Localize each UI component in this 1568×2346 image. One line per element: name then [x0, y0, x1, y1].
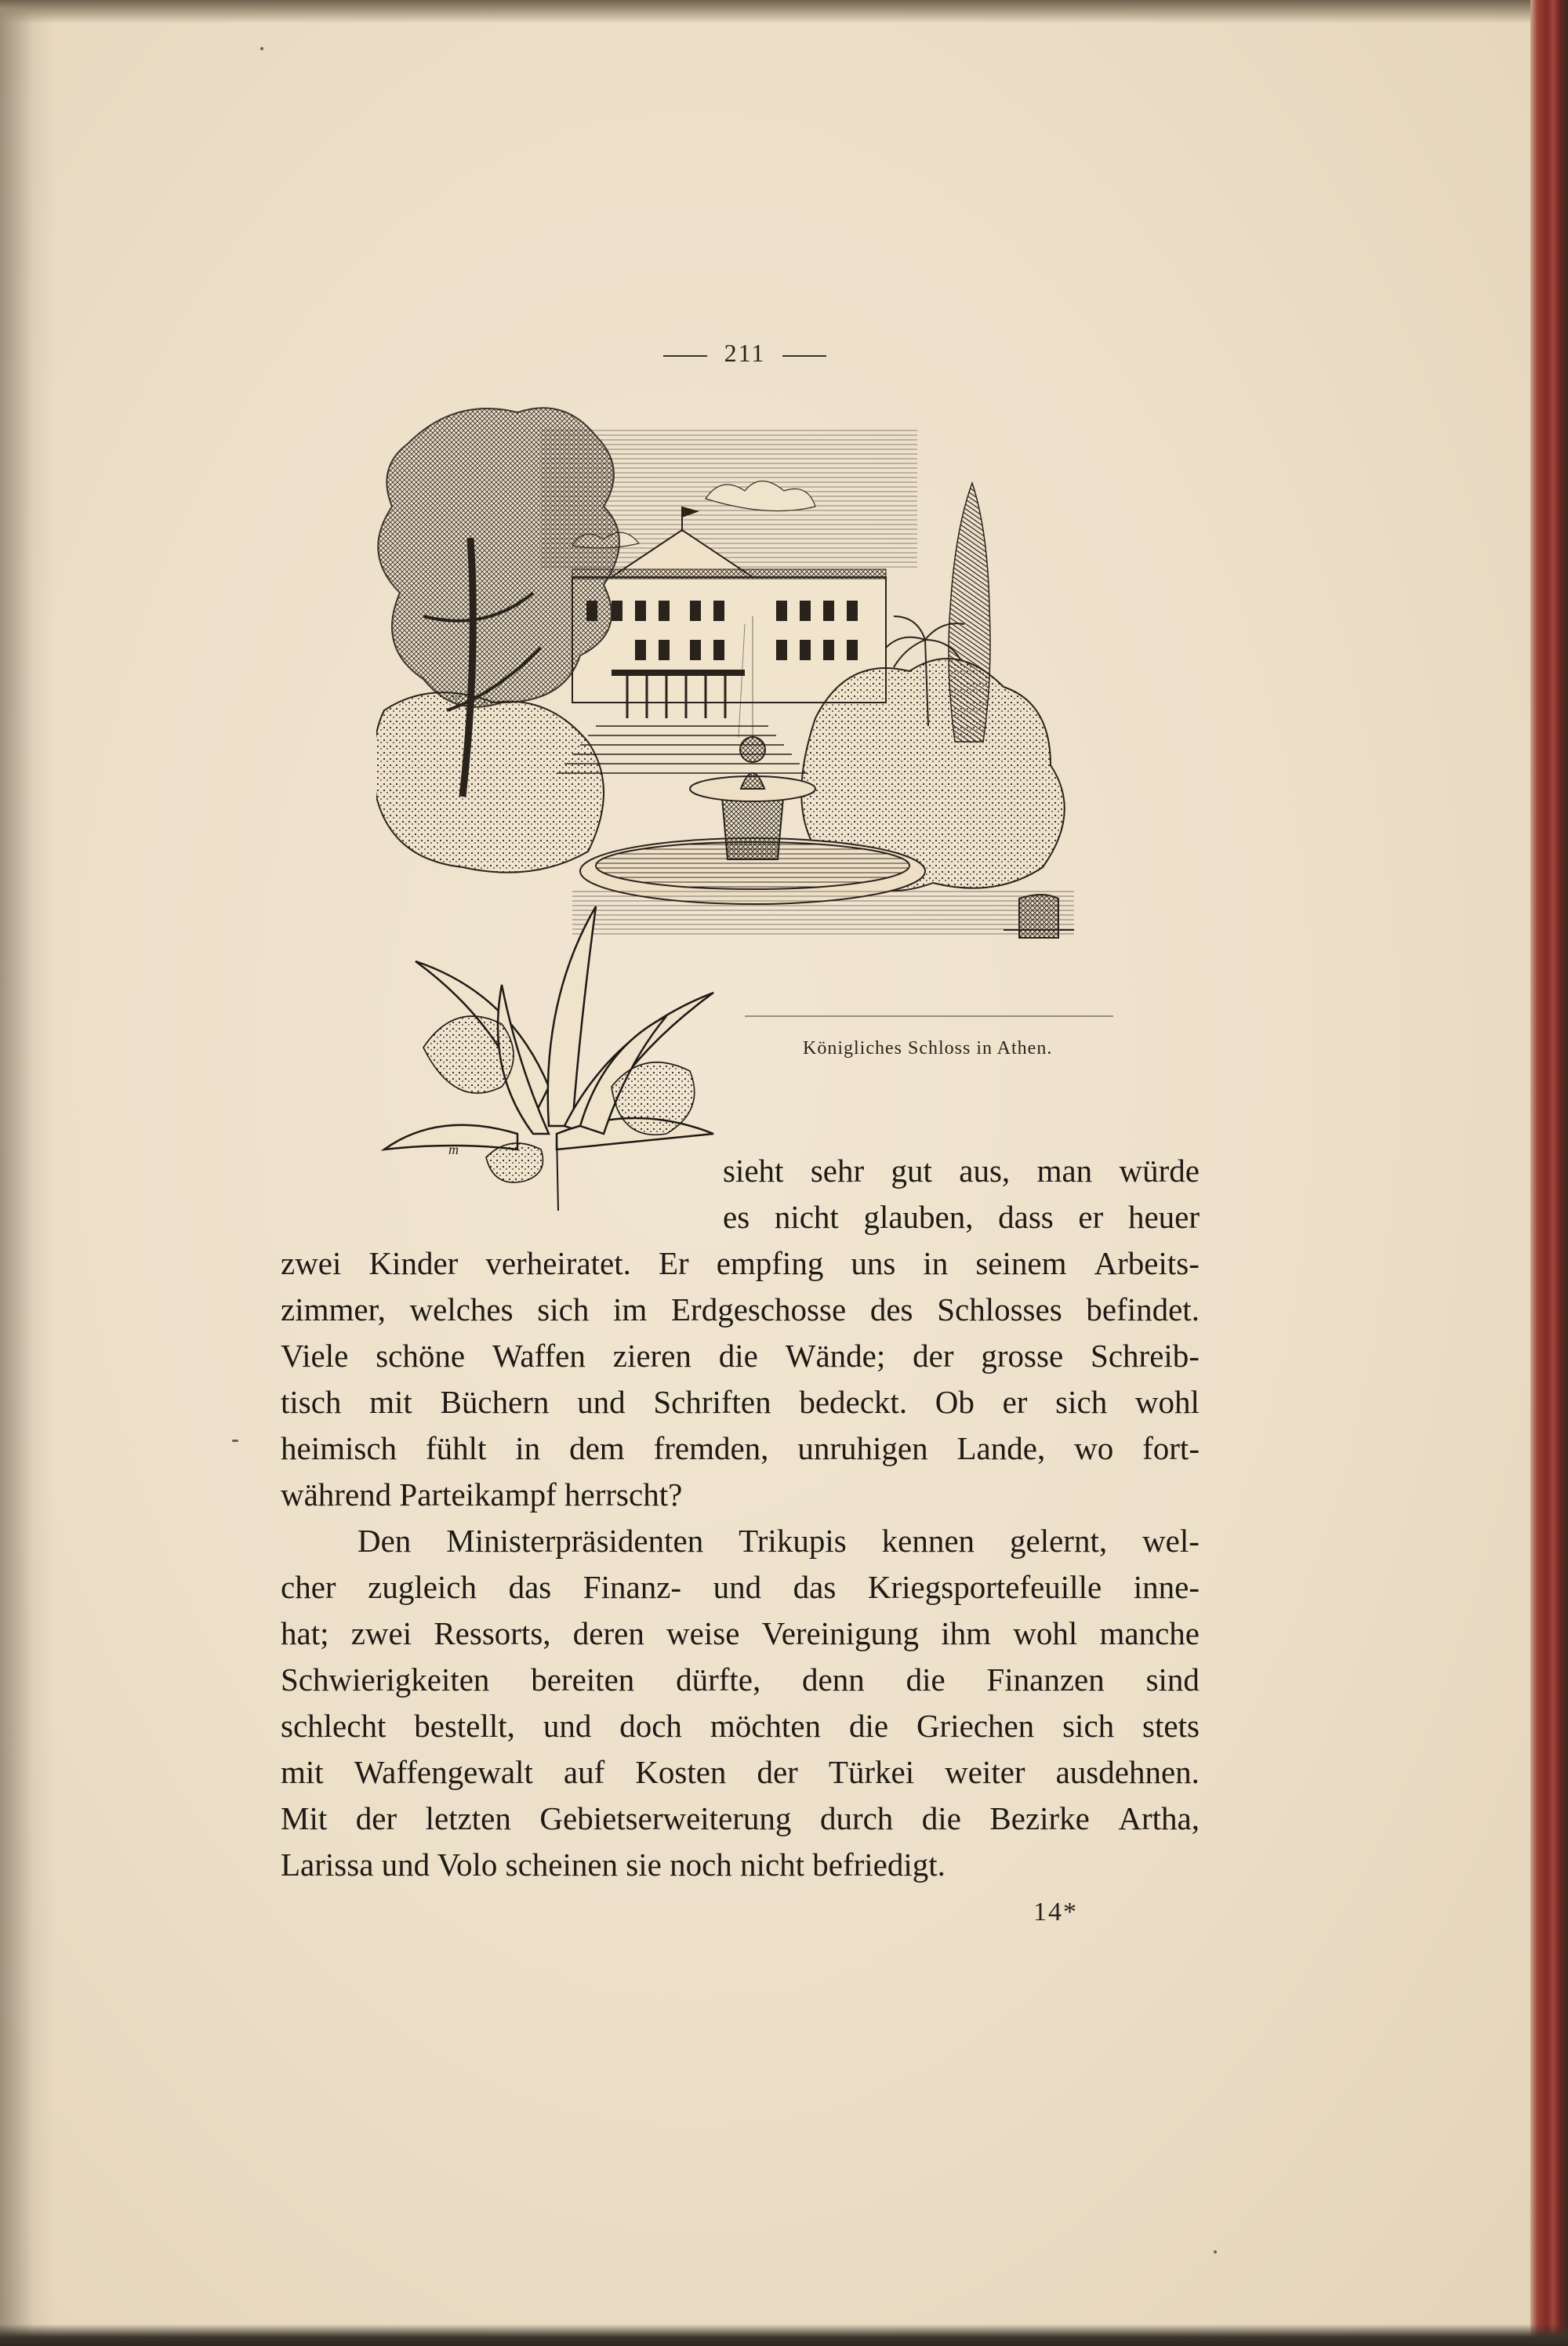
word: Kriegsportefeuille [867, 1569, 1102, 1605]
wrapped-text-block [723, 1148, 1200, 1240]
word: verheiratet. [485, 1245, 631, 1281]
book-edge-bottom [0, 2324, 1568, 2346]
figure-caption: Königliches Schloss in Athen. [803, 1038, 1053, 1059]
word: möchten [710, 1708, 822, 1744]
gutter-shadow [0, 0, 55, 2346]
paper-speck [260, 47, 263, 50]
word: in [923, 1245, 949, 1281]
word: weise [666, 1615, 740, 1651]
word: der [757, 1754, 798, 1790]
word: schlecht [281, 1708, 387, 1744]
word: im [613, 1291, 648, 1327]
paper-speck [232, 1440, 238, 1442]
word: Ministerpräsidenten [446, 1523, 704, 1559]
text-line [281, 1564, 1200, 1611]
word: es [723, 1199, 750, 1235]
book-edge-right [1530, 0, 1568, 2346]
word: Wände; [785, 1338, 886, 1374]
word: durch [819, 1800, 894, 1836]
word: stets [1142, 1708, 1200, 1744]
text-line [723, 1148, 1200, 1194]
word: heuer [1127, 1199, 1200, 1235]
word: kennen [881, 1523, 975, 1559]
word: Waffen [492, 1338, 586, 1374]
word: letzten [425, 1800, 511, 1836]
word: Gebietserweiterung [539, 1800, 792, 1836]
top-edge [0, 0, 1543, 24]
word: gelernt, [1010, 1523, 1108, 1559]
word: Bezirke [989, 1800, 1090, 1836]
word: Viele [281, 1338, 349, 1374]
word: seinem [975, 1245, 1067, 1281]
word: mit [281, 1754, 324, 1790]
word: das [508, 1569, 552, 1605]
word: der [913, 1338, 954, 1374]
word: und [713, 1569, 762, 1605]
text-line [281, 1379, 1200, 1425]
word: Trikupis [739, 1523, 847, 1559]
engraving-ground [572, 891, 1074, 938]
word: ihm [941, 1615, 992, 1651]
word: sind [1145, 1661, 1200, 1698]
word: die [718, 1338, 758, 1374]
word: er [1078, 1199, 1104, 1235]
word: zwei [281, 1245, 342, 1281]
word: hat; [281, 1615, 329, 1651]
word: cher [281, 1569, 336, 1605]
word: schöne [376, 1338, 466, 1374]
paper-speck [1214, 2250, 1217, 2253]
word: bedeckt. [799, 1384, 908, 1420]
text-line [281, 1796, 1200, 1842]
word: und [577, 1384, 626, 1420]
text-line [281, 1518, 1200, 1564]
text-line: während Parteikampf herrscht? [281, 1476, 683, 1513]
word: fort- [1142, 1430, 1200, 1466]
word: die [848, 1708, 889, 1744]
word: würde [1119, 1153, 1200, 1189]
word: sich [1062, 1708, 1115, 1744]
word: Finanzen [986, 1661, 1105, 1698]
text-line [281, 1333, 1200, 1379]
word: Griechen [916, 1708, 1035, 1744]
word: Lande, [956, 1430, 1046, 1466]
word: denn [802, 1661, 865, 1698]
word: Er [658, 1245, 689, 1281]
word: dass [998, 1199, 1054, 1235]
word: man [1036, 1153, 1093, 1189]
word: sich [537, 1291, 590, 1327]
page-header [643, 339, 847, 368]
word: des [869, 1291, 913, 1327]
text-line [281, 1749, 1200, 1796]
word: empfing [716, 1245, 824, 1281]
word: und [543, 1708, 592, 1744]
word: in [515, 1430, 541, 1466]
word: Den [358, 1523, 412, 1559]
word: dem [569, 1430, 625, 1466]
word: sich [1055, 1384, 1108, 1420]
word: Finanz- [583, 1569, 682, 1605]
word: Büchern [440, 1384, 550, 1420]
word: sehr [810, 1153, 865, 1189]
word: tisch [281, 1384, 342, 1420]
word: inne- [1133, 1569, 1200, 1605]
word: das [793, 1569, 837, 1605]
word: doch [619, 1708, 682, 1744]
word: weiter [945, 1754, 1025, 1790]
text-line [281, 1287, 1200, 1333]
page-number: 211 [724, 339, 766, 367]
text-line [281, 1657, 1200, 1703]
word: er [1002, 1384, 1028, 1420]
word: mit [369, 1384, 412, 1420]
header-dash-right [782, 355, 826, 357]
text-line [281, 1611, 1200, 1657]
word: manche [1099, 1615, 1200, 1651]
text-line: Larissa und Volo scheinen sie noch nicht befriedigt. [281, 1847, 946, 1883]
word: unruhigen [797, 1430, 928, 1466]
word: zieren [612, 1338, 691, 1374]
word: heimisch [281, 1430, 397, 1466]
word: fühlt [425, 1430, 487, 1466]
word: Kosten [635, 1754, 727, 1790]
body-paragraphs [281, 1240, 1200, 1888]
word: bereiten [531, 1661, 635, 1698]
word: grosse [981, 1338, 1064, 1374]
word: Vereinigung [761, 1615, 920, 1651]
word: Erdgeschosse [671, 1291, 847, 1327]
word: zugleich [368, 1569, 477, 1605]
engraving-left-shrubs [376, 692, 604, 873]
word: Mit [281, 1800, 328, 1836]
word: befindet. [1086, 1291, 1200, 1327]
word: uns [851, 1245, 896, 1281]
word: glauben, [863, 1199, 974, 1235]
artist-monogram: m [448, 1142, 459, 1157]
word: aus, [959, 1153, 1011, 1189]
word: sieht [723, 1153, 784, 1189]
word: Artha, [1118, 1800, 1200, 1836]
word: ausdehnen. [1055, 1754, 1200, 1790]
word: die [906, 1661, 946, 1698]
word: dürfte, [676, 1661, 761, 1698]
text-line [281, 1240, 1200, 1287]
text-line [723, 1194, 1200, 1240]
engraving-royal-palace [376, 381, 1113, 1212]
word: welches [409, 1291, 514, 1327]
word: Schlosses [937, 1291, 1062, 1327]
word: die [921, 1800, 961, 1836]
word: Schreib- [1091, 1338, 1200, 1374]
word: nicht [774, 1199, 839, 1235]
text-line [281, 1703, 1200, 1749]
word: fremden, [653, 1430, 769, 1466]
word: bestellt, [414, 1708, 515, 1744]
word: wo [1074, 1430, 1114, 1466]
word: Waffengewalt [354, 1754, 533, 1790]
word: wel- [1142, 1523, 1200, 1559]
word: Schriften [653, 1384, 771, 1420]
header-dash-left [663, 355, 707, 357]
word: zimmer, [281, 1291, 386, 1327]
word: Ressorts, [434, 1615, 551, 1651]
word: der [355, 1800, 397, 1836]
word: gut [891, 1153, 932, 1189]
word: zwei [350, 1615, 412, 1651]
word: deren [572, 1615, 644, 1651]
word: Türkei [828, 1754, 915, 1790]
word: Kinder [368, 1245, 459, 1281]
word: Arbeits- [1094, 1245, 1200, 1281]
text-line [281, 1425, 1200, 1472]
word: Ob [935, 1384, 975, 1420]
word: wohl [1134, 1384, 1200, 1420]
word: Schwierigkeiten [281, 1661, 490, 1698]
signature-mark: 14* [1033, 1898, 1078, 1927]
word: auf [563, 1754, 605, 1790]
word: wohl [1013, 1615, 1078, 1651]
